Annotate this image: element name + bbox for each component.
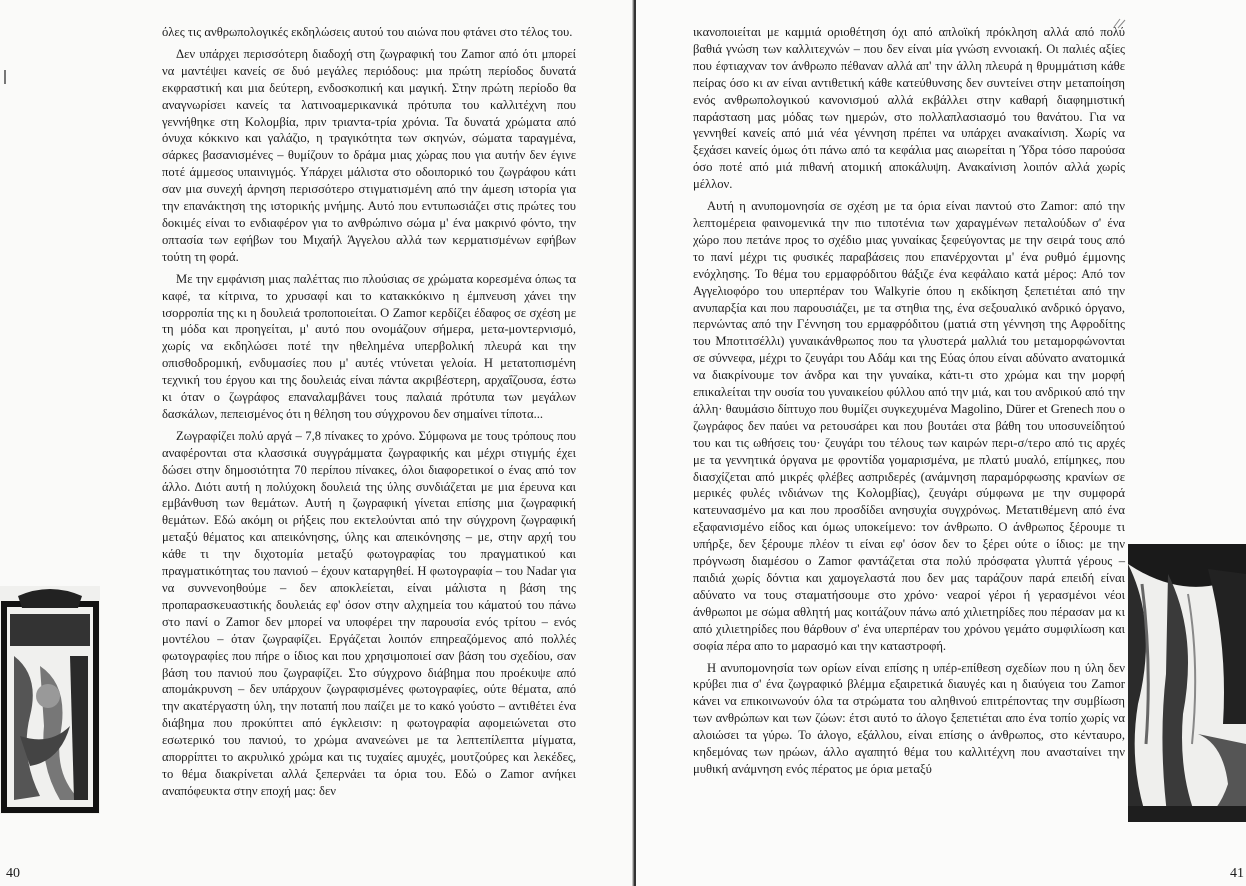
paragraph: όλες τις ανθρωπολογικές εκδηλώσεις αυτού του αιώνα που φτάνει στο τέλος του.	[162, 25, 573, 39]
margin-mark	[4, 70, 6, 84]
page-number: 40	[6, 866, 20, 881]
right-text-column	[693, 24, 1125, 783]
page-number: 41	[1230, 866, 1244, 881]
right-page	[636, 0, 1246, 886]
paragraph: Αυτή η ανυπομονησία σε σχέση με τα όρια είναι παντού στο Zamor: από την λεπτομέρεια φαινομενικά την πιο τιποτένια των χαραγμένων πεταλούδων σ' ένα χώρο που πετάνε προς το σχέδιο μιας γυναίκας ξεφεύγοντας με την σειρά τους από το πανί μέχρι τις φυσικές παραβάσεις που επανέρχονται μ' ένα ρυθμό έμμονης ενόχλησης. Το θέμα του ερμαφρόδιτου θάξιζε ένα κεφάλαιο κατά μέρος: Από τον Αγγελιοφόρο του υπερπέραν του Walkyrie όπου η εκδίκηση ξεπετιέται από την ανυπαρξία και που παρουσιάζει, με τα στηθια της, ένα σεξουαλικό ανδρικό όργανο, περνώντας από την Γέννηση του ερμαφρόδιτου (ματιά στη γέννηση της Αφροδίτης του Μποτιτσέλλι) γυναικάνθρωπος που τα γλυστερά μαλλιά του μεταμορφώνονται σε σύννεφα, μέχρι το ζευγάρι του Αδάμ και της Εύας όπου είναι αδύνατο ανατομικά να διακρίνουμε τον άνδρα και την γυναίκα, κάτι-τι στο χρώμα και την μορφή επικαλείται την ουσία του γυναικείου φύλλου από την μιά, και του ανδρικού από την άλλη· θαυμάσιο δίπτυχο που θυμίζει συγκεχυμένα Magolino, Dürer et Grenech που ο ζωγράφος δεν παύει να ρετουσάρει και που βουτάει στα βάθη του υποσυνείδητού του και τις ωθήσεις του· ζευγάρι του τέλους των καιρών περι-σ/τερο από τις αρχές με τα γεννητικά όργανα με φροντίδα γομαρισμένα, με πλατύ μυαλό, επίμηκες, που διασχίζεται από μικρές φλέβες ασπριδερές (ανάμνηση παραμόρφωσης κρανίων σε μερικές φυλές ινδιάνων της Κολομβίας), ζευγάρι σύμφωνα με την συμφορά κατευνασμένο μα και που προσδίδει ανησυχία συγχρόνως. Μετατιθέμενη από ένα εξαφανισμένο είδος και όμως υποκείμενο: τον άνθρωπο. Ο άνθρωπος ξέρουμε τι υπήρξε, δεν ξέρουμε πλέον τι είναι εφ' όσον δεν το ξέρει ούτε ο ίδιος: με την πρόγνωση διαμέσου ο Zamor φαντάζεται στα πολύ πρόσφατα γλυπτά γέρους – παιδιά χωρίς δόντια και χαμογελαστά που δεν μας ταράζουν παρά επειδή είναι αδύνατο να τους σταματήσουμε στο χρόνο· νεαροί γέροι ή γερασμένοι νέοι άνθρωποι με σώμα αθλητή μας κοιτάζουν πάνω από χιλιετηρίδες που πέρασαν μα κι από χιλιετηρίδες που θάρθουν σ' ένα υπερπέραν του χρόνου γεμάτο συμφιλίωση και σοφία πέρα απο το μαρασμό και την καταστροφή.	[693, 199, 1125, 653]
paragraph: Δεν υπάρχει περισσότερη διαδοχή στη ζωγραφική του Zamor από ότι μπορεί να μαντέψει κανείς σε δυό μεγάλες περιόδους: μια πρώτη περίοδος δυνατά εκφραστική και μια δεύτερη, ενδοσκοπική και μαγική. Στην πρώτη περίοδο θα αναγνωρίσει κανείς τα λατινοαμερικανικά πρότυπα του καλλιτέχνη που γεννήθηκε στη Κολομβία, πριν τριαντα-τρία χρόνια. Τα δυνατά χρώματα από όνυχα κόκκινο και γαλάζιο, η τραγικότητα των σκηνών, σώματα ταραγμένα, σάρκες βασανισμένες – θυμίζουν το δράμα μιας χώρας που για αυτήν δεν έγινε ποτέ άμμεσος υπαινιγμός. Υπάρχει μάλιστα στο οδοιπορικό του ζωγράφου κάτι σαν μια συνεχή άρνηση περισσότερο στιγματισμένη από την άμεση ιστορία για την επανάκτηση της ιστορικής μνήμης. Αυτό που εντυπωσιάζει στις πρώτες του δοκιμές είναι το ενδιαφέρον για το ανθρώπινο σώμα μ' ένα μακρινό φόντο, την οπτασία των εφήβων του Μιχαήλ Άγγελου αλλά των κερματισμένων εφήβων τούτη τη φορά.	[162, 46, 576, 264]
painting-illustration-left	[0, 586, 100, 814]
paragraph: Η ανυπομονησία των ορίων είναι επίσης η υπέρ-επίθεση σχεδίων που η ύλη δεν κρύβει πια σ' ένα ζωγραφικό βλέμμα εξαιρετικά διαυγές και η διαύγεια του Zamor κάνει να επικοινωνούν όλα τα στρώματα του αληθινού επιτρέποντας την συμβίωση των ανθρώπων και των ζώων: έτσι αυτό το άλογο ξεπετιέται απο ένα τοπίο χωρίς να αλοιώσει τα γύρω. Το άλογο, εξάλλου, είναι επίσης ο άνθρωπος, στο κένταυρο, κηδεμόνας των ηρώων, άλλο αγαπητό θέμα του καλλιτέχνη που ανασταίνει την μυθική ανάμνηση ενός πέρατος με όρια μεταξύ	[693, 660, 1125, 776]
left-text-column	[162, 24, 576, 805]
paragraph: ικανοποιείται με καμμιά οριοθέτηση όχι από απλοϊκή πρόκληση αλλά από πολύ βαθιά γνώση των καλλιτεχνών – που δεν είναι μία γνώση εννοιακή. Οι παλιές αξίες που έφτιαχναν τον άνθρωπο πέθαναν αλλά απ' την άλλη πλευρά η θρυμμάτιση κάθε πείρας όσο κι αν είναι αντιθετική κάθε κατεύθυνσης δεν συντείνει στην μεταποίηση ενός ανθρωπολογικού κανονισμού αλλά εκβάλλει στην καθαρή διαφημιστική παράσταση μας μόδας των ημερών, στο πολλαπλασιασμό του θανάτου. Για να γεννηθεί κανείς από μιά νέα γέννηση πρέπει να υπάρχει ανακαίνιση. Χωρίς να ξεχάσει κανείς όμως ότι πάνω από τα κεφάλια μας αιωρείται η Ύδρα τόσο παρούσα όσο ποτέ από μιά πιθανή ατομική αποκάλυψη. Ανακαίνιση λοιπόν αλλά χωρίς μέλλον.	[693, 25, 1125, 192]
paragraph: Ζωγραφίζει πολύ αργά – 7,8 πίνακες το χρόνο. Σύμφωνα με τους τρόπους που αναφέρονται στα κλασσικά συγγράμματα ζωγραφικής και μέχρι στιγμής έχει δώσει στην δημοσιότητα 70 περίπου πίνακες, όλοι διαφορετικοί ο ένας από τον άλλο. Διότι αυτή η πολύχοκη δουλειά της ύλης συνδιάζεται με μια έρευνα και εμβάνθυση των θεμάτων. Αυτή η ζωγραφική γίνεται επίσης μια ζωγραφική θεμάτων. Εδώ ακόμη οι ρήξεις που εκτελούνται από την σύγχρονη ζωγραφική μεταξύ θέματος και απεικόνησης, ύλης και απεικόνησης – με, στην αρχή του κάθε τι την διχοτομία μεταξύ φωτογραφίας του πραγματικού και πραγματικότητας του πανιού – έχουν καταργηθεί. Η φωτογραφία – του Nadar για να συννενοηθούμε – δεν αποκλείεται, είναι μάλιστα η βάση της προπαρασκευαστικής δουλειάς εφ' όσον στην αλχημεία του κάματού του πάνω στο πανί ο Zamor δεν μπορεί να υποφέρει την παρουσία ενός τρίτου – ενός μοντέλου – όταν ζωγραφίζει. Εργάζεται λοιπόν επηρεαζόμενος από πολλές φωτογραφίες που πήρε ο ίδιος και που χρησιμοποιεί σαν βάση του σχεδίου, σαν βάση του πανιού που ζωγραφίζει. Στο σύγχρονο διάβημα που προέκυψε από απομάκρυνση – δεν υπάρχουν ζωγραφισμένες φωτογραφίες, ούτε θέματα, από την ακατέργαστη ύλη, την ποταπή που παίζει με το κακό γούστο – αντιθέτει ένα διάβημα που προκύπτει από έγκλεισιν: η φωτογραφία αφομειώνεται στο εσωτερικό του πανιού, το χρώμα ανανεώνει με τα λεπτεπίλεπτα μίγματα, απορρίπτει το ακρυλικό χρώμα και τις τυχαίες αμυχές, μουτζούρες και λεκέδες, το θέμα διακρίνεται αλλά ξεπερνάει τα όρια του. Εδώ ο Zamor ανήκει αναπόφευκτα στην εποχή μας: δεν	[162, 428, 576, 798]
painting-illustration-right	[1128, 544, 1246, 822]
paragraph: Με την εμφάνιση μιας παλέττας πιο πλούσιας σε χρώματα κορεσμένα όπως τα καφέ, τα κίτρινα, το χρυσαφί και το κατακκόκινο η έμπνευση χάνει την ισορροπία της κι η δουλειά τροποποιείται. Ο Zamor κερδίζει έδαφος σε σχέση με τη μόδα και προηγείται, μ' αυτό που ονομάζουν σήμερα, μετα-μοντερνισμό, χωρίς να εκδηλώσει ποτέ την ηθελημένα υπερβολική πλευρά και την οπισθοδρομική, ενδυμασίες που μ' αυτές ντύνεται γελοία. Η μετατοπισμένη τεχνική του έργου και της δουλειάς είναι πάντα ακριβέστερη, αρχαΐζουσα, έστω κι όταν ο ζωγράφος επαναλαμβάνει τους παλαιά πρότυπα των μεγάλων δασκάλων, πεπεισμένος ότι η θέληση του σύγχρονου δεν σημαίνει τίποτα...	[162, 271, 576, 421]
